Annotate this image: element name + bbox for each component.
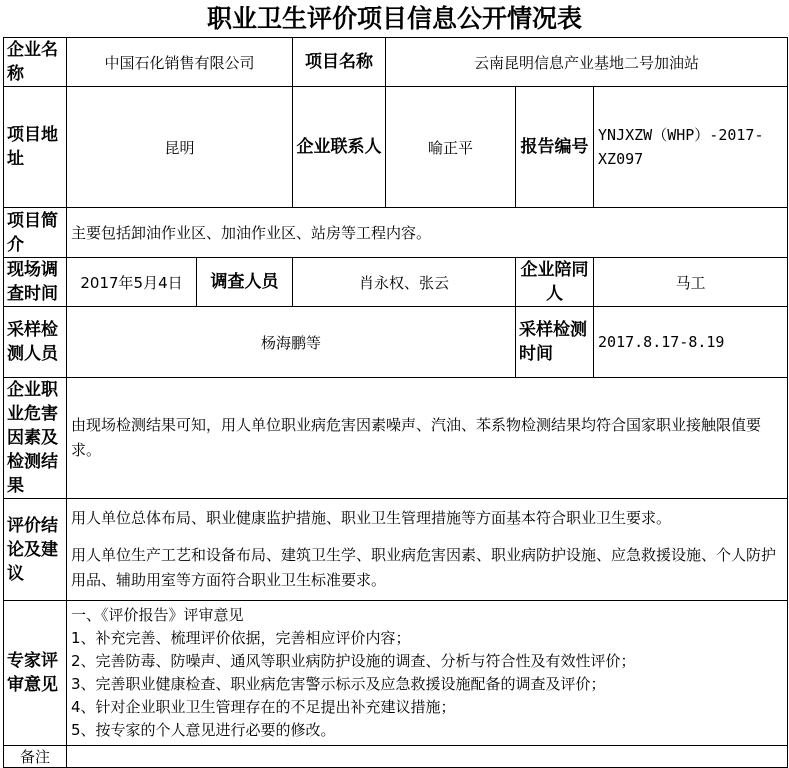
row-survey <box>4 258 788 307</box>
label-sampling-time: 采样检测时间 <box>516 307 594 378</box>
value-project-intro: 主要包括卸油作业区、加油作业区、站房等工程内容。 <box>67 208 788 258</box>
label-project-intro: 项目简介 <box>4 208 67 258</box>
label-company: 企业名称 <box>4 38 67 87</box>
value-remark <box>67 746 788 768</box>
label-conclusion: 评价结论及建议 <box>4 499 67 601</box>
value-company: 中国石化销售有限公司 <box>67 38 293 87</box>
row-remark <box>4 746 788 768</box>
row-conclusion <box>4 499 788 601</box>
value-project-address: 昆明 <box>67 87 293 208</box>
value-hazard-result: 由现场检测结果可知，用人单位职业病危害因素噪声、汽油、苯系物检测结果均符合国家职业接触限值要求。 <box>67 378 788 499</box>
expert-line: 2、完善防毒、防噪声、通风等职业病防护设施的调查、分析与符合性及有效性评价； <box>71 652 636 670</box>
conclusion-paragraph-2: 用人单位生产工艺和设备布局、建筑卫生学、职业病危害因素、职业病防护设施、应急救援设施、个人防护用品、辅助用室等方面符合职业卫生标准要求。 <box>71 546 777 589</box>
value-company-contact: 喻正平 <box>386 87 516 208</box>
label-expert-opinion: 专家评审意见 <box>4 601 67 746</box>
value-sampling-staff: 杨海鹏等 <box>67 307 516 378</box>
value-report-no: YNJXZW（WHP）-2017-XZ097 <box>594 87 788 208</box>
expert-line: 一、《评价报告》评审意见 <box>71 606 244 624</box>
label-survey-time: 现场调查时间 <box>4 258 67 307</box>
value-surveyor: 肖永权、张云 <box>293 258 516 307</box>
label-sampling-staff: 采样检测人员 <box>4 307 67 378</box>
label-hazard-result: 企业职业危害因素及检测结果 <box>4 378 67 499</box>
label-project-name: 项目名称 <box>293 38 386 87</box>
value-company-companion: 马工 <box>594 258 788 307</box>
row-expert <box>4 601 788 746</box>
expert-line: 4、针对企业职业卫生管理存在的不足提出补充建议措施； <box>71 698 456 716</box>
expert-line: 3、完善职业健康检查、职业病危害警示标示及应急救援设施配备的调查及评价； <box>71 675 606 693</box>
label-report-no: 报告编号 <box>516 87 594 208</box>
row-intro <box>4 208 788 258</box>
row-hazard <box>4 378 788 499</box>
expert-line: 5、按专家的个人意见进行必要的修改。 <box>71 721 336 739</box>
value-expert-opinion <box>67 601 788 746</box>
page-title: 职业卫生评价项目信息公开情况表 <box>206 4 582 33</box>
row-address <box>4 87 788 208</box>
value-survey-time: 2017年5月4日 <box>67 258 197 307</box>
row-company <box>4 38 788 87</box>
conclusion-paragraph-1: 用人单位总体布局、职业健康监护措施、职业卫生管理措施等方面基本符合职业卫生要求。 <box>71 509 672 527</box>
label-surveyor: 调查人员 <box>197 258 293 307</box>
info-table <box>3 37 788 768</box>
label-project-address: 项目地址 <box>4 87 67 208</box>
label-remark: 备注 <box>4 746 67 768</box>
expert-line: 1、补充完善、梳理评价依据，完善相应评价内容； <box>71 629 411 647</box>
value-sampling-time: 2017.8.17-8.19 <box>594 307 788 378</box>
label-company-contact: 企业联系人 <box>293 87 386 208</box>
value-conclusion <box>67 499 788 601</box>
row-sampling <box>4 307 788 378</box>
value-project-name: 云南昆明信息产业基地二号加油站 <box>386 38 788 87</box>
label-company-companion: 企业陪同人 <box>516 258 594 307</box>
